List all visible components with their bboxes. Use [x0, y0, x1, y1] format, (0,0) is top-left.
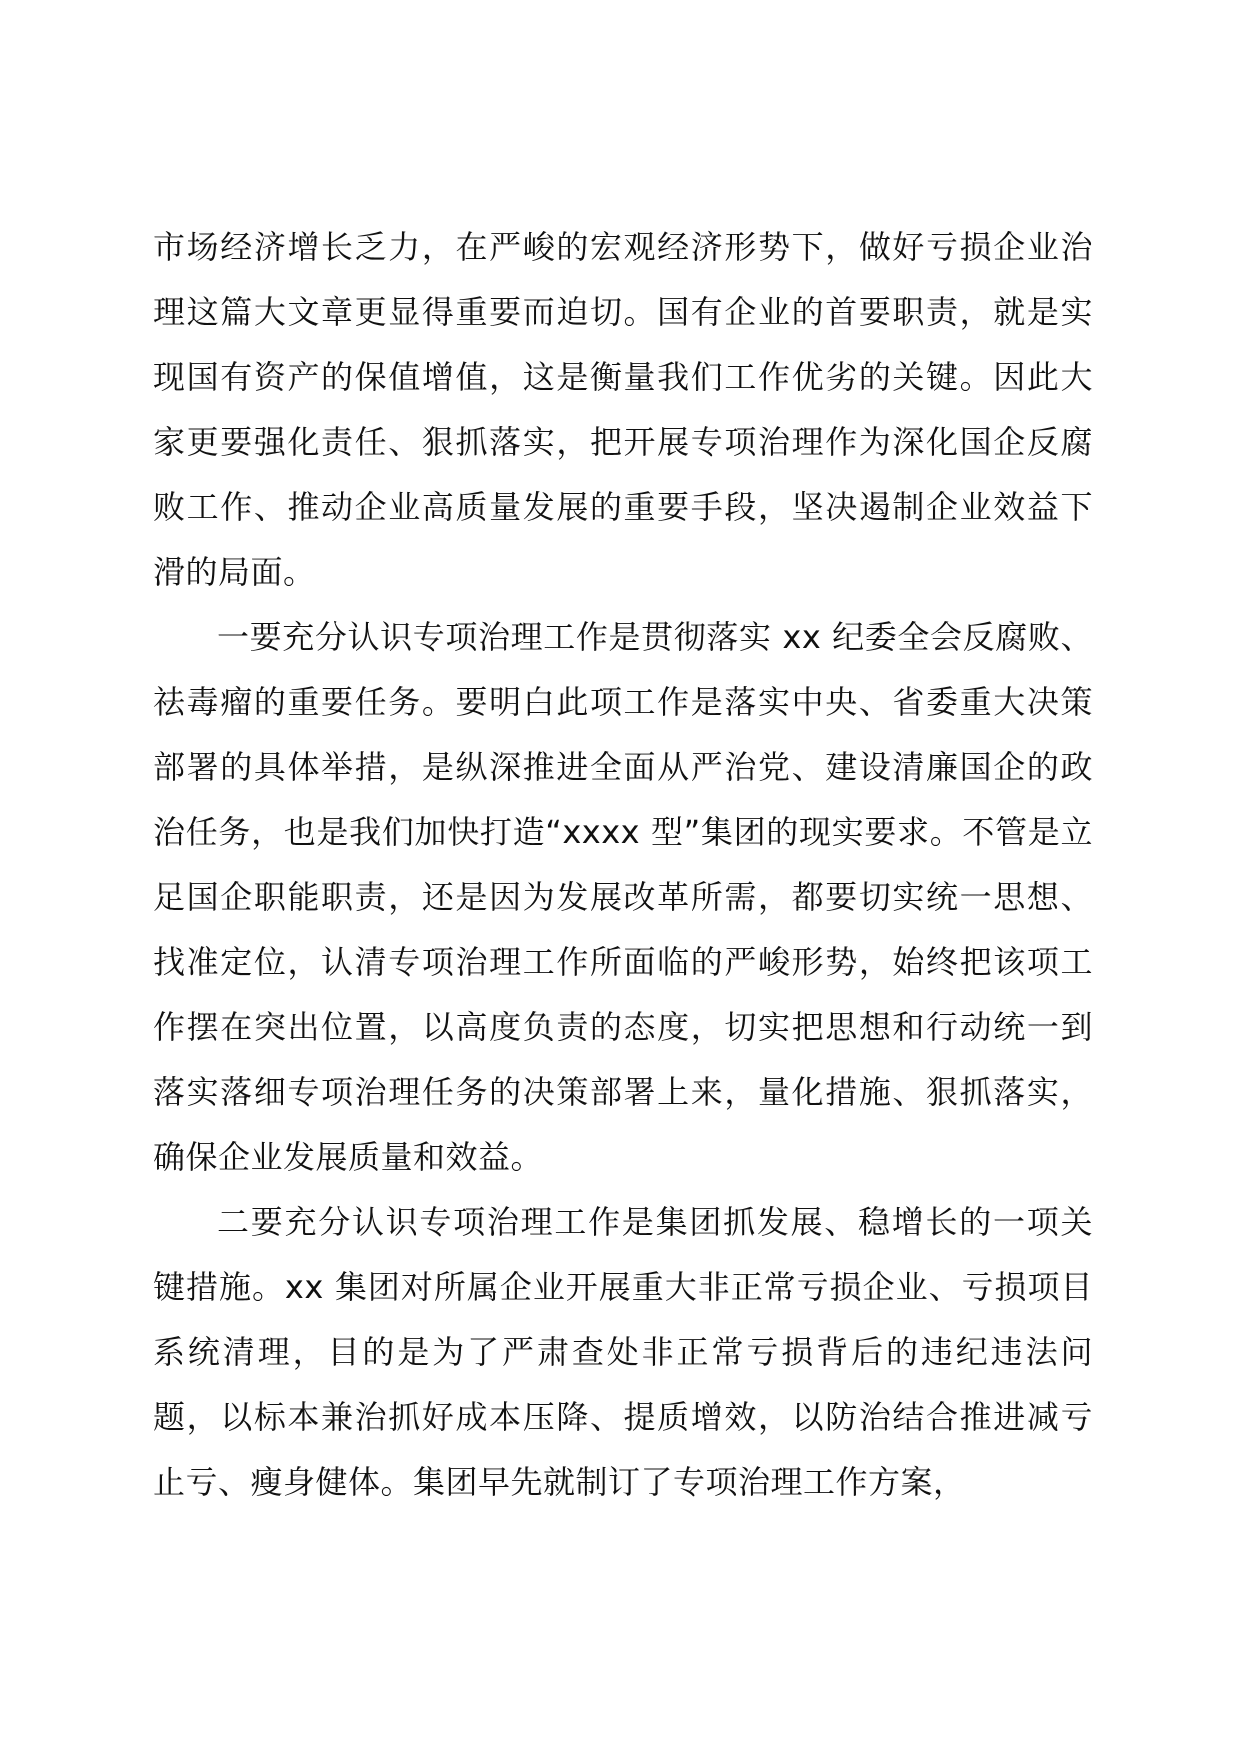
- paragraph-point-two: 二要充分认识专项治理工作是集团抓发展、稳增长的一项关键措施。xx 集团对所属企业开展重大非正常亏损企业、亏损项目系统清理，目的是为了严肃查处非正常亏损背后的违纪违法问题，以标本兼治抓好成本压降、提质增效，以防治结合推进减亏止亏、瘦身健体。集团早先就制订了专项治理工作方案，: [153, 1203, 1093, 1501]
- paragraph-point-one: 一要充分认识专项治理工作是贯彻落实 xx 纪委全会反腐败、祛毒瘤的重要任务。要明白此项工作是落实中央、省委重大决策部署的具体举措，是纵深推进全面从严治党、建设清廉国企的政治任务，也是我们加快打造“xxxx 型”集团的现实要求。不管是立足国企职能职责，还是因为发展改革所需，都要切实统一思想、找准定位，认清专项治理工作所面临的严峻形势，始终把该项工作摆在突出位置，以高度负责的态度，切实把思想和行动统一到落实落细专项治理任务的决策部署上来，量化措施、狠抓落实，确保企业发展质量和效益。: [153, 618, 1093, 1176]
- document-body: [153, 215, 1093, 1515]
- paragraph-continuation: 市场经济增长乏力，在严峻的宏观经济形势下，做好亏损企业治理这篇大文章更显得重要而迫切。国有企业的首要职责，就是实现国有资产的保值增值，这是衡量我们工作优劣的关键。因此大家更要强化责任、狠抓落实，把开展专项治理作为深化国企反腐败工作、推动企业高质量发展的重要手段，坚决遏制企业效益下滑的局面。: [153, 228, 1093, 591]
